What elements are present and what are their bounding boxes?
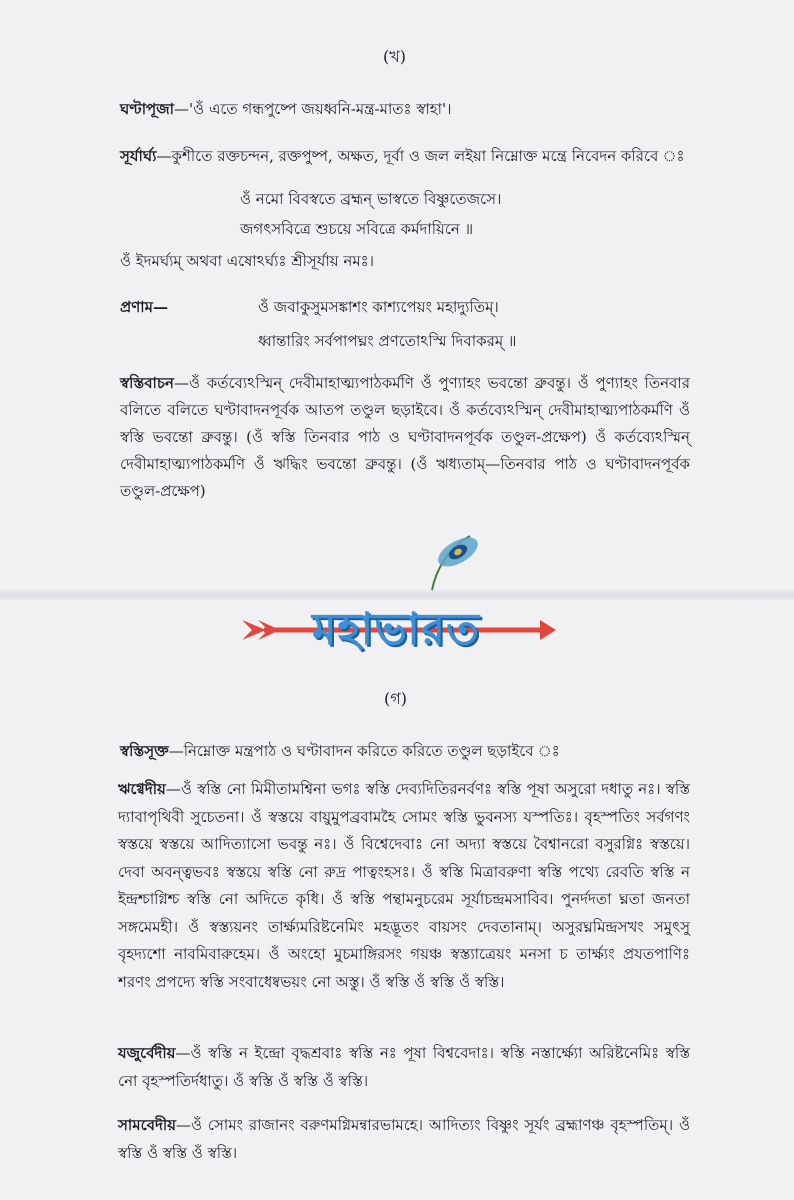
samavediya-text: —ওঁ সোমং রাজানং বরুণমগ্নিমন্বারভামহে। আদিত্যং বিষ্ণুং সূর্যং ব্রহ্মাণঞ্চ বৃহস্পতিম্। ওঁ স্বস্তি ওঁ স্বস্তি ওঁ স্বস্তি। [118, 1116, 690, 1162]
swastivachan-label: স্বস্তিবাচন [120, 374, 174, 392]
suryarghya-intro [120, 144, 690, 168]
page-number-kha: (খ) [383, 47, 406, 66]
suryarghya-text: —কুশীতে রক্তচন্দন, রক্তপুষ্প, অক্ষত, দূর্বা ও জল লইয়া নিম্নোক্ত মন্ত্রে নিবেদন করিবে ঃ [156, 147, 685, 165]
pranam-label: প্রণাম— [120, 298, 168, 316]
suryarghya-mantra-1: ওঁ নমো বিবস্বতে ব্রহ্মন্ ভাস্বতে বিষ্ণুতেজসে। [240, 190, 502, 208]
swastisukta-line [120, 740, 560, 765]
yajurvediya-label: যজুর্বেদীয় [118, 1044, 176, 1062]
swastisukta-label: স্বস্তিসূক্ত [120, 742, 169, 760]
pranam-line-2: ধ্বান্তারিং সর্বপাপঘ্নং প্রণতোঽস্মি দিবাকরম্ ॥ [258, 332, 517, 350]
yajurvediya-text: —ওঁ স্বস্তি ন ইন্দ্রো বৃদ্ধশ্রবাঃ স্বস্তি নঃ পূষা বিশ্ববেদাঃ। স্বস্তি নস্তার্ক্ষ্যো অরিষ্টনেমিঃ স্বস্তি নো বৃহস্পতির্দধাতু। ওঁ স্বস্তি ওঁ স্বস্তি ওঁ স্বস্তি। [118, 1044, 690, 1090]
samavediya-paragraph [118, 1112, 690, 1167]
suryarghya-idam: ওঁ ইদমর্ঘ্যম্ অথবা এষোঽর্ঘ্যঃ শ্রীসূর্যায় নমঃ। [120, 252, 375, 270]
rigvediya-label: ঋগ্বেদীয় [118, 780, 166, 798]
swastivachan-paragraph [120, 370, 690, 505]
rigvediya-text: —ওঁ স্বস্তি নো মিমীতামশ্বিনা ভগঃ স্বস্তি দেব্যদিতিরনর্বণঃ স্বস্তি পূষা অসুরো দধাতু নঃ। স্বস্তি দ্যাবাপৃথিবী সুচেতনা। ওঁ স্বস্তয়ে বায়ুমুপব্রবামহৈ সোমং স্বস্তি ভুবনস্য যস্পতিঃ। বৃহস্পতিং সর্বগণং স্বস্তয়ে স্বস্তয়ে আদিত্যাসো ভবন্তু নঃ। ওঁ বিশ্বেদেবাঃ নো অদ্যা স্বস্তয়ে বৈশ্বানরো বসুরগ্নিঃ স্বস্তয়ে। দেবা অবন্ত্বভবঃ স্বস্তয়ে স্বস্তি নো রুদ্র পাত্বংহসঃ। ওঁ স্বস্তি মিত্রাবরুণা স্বস্তি পথ্যে রেবতি স্বস্তি ন ইন্দ্রশ্চাগ্নিশ্চ স্বস্তি নো অদিতে কৃধি। ওঁ স্বস্তি পন্থামনুচরেম সূর্যাচন্দ্রমসাবিব। পুনর্দদতা ঘ্নতা জনতা সঙ্গমেমহী। ওঁ স্বস্ত্যয়নং তার্ক্ষ্যমরিষ্টনেমিং মহদ্ভূতং বায়সং দেবতানাম্। অসুরঘ্নমিন্দ্রসখং সমুৎসু বৃহদ্যশো নাবমিবারুহেম। ওঁ অংহো মুচমাঙ্গিরসং গয়ঞ্চ স্বস্ত্যাত্রেয়ং মনসা চ তার্ক্ষ্যং প্রযতপাণিঃ শরণং প্রপদ্যে স্বস্তি সংবাধেষ্বভয়ং নো অস্তু। ওঁ স্বস্তি ওঁ স্বস্তি ওঁ স্বস্তি। [118, 780, 690, 991]
yajurvediya-paragraph [118, 1040, 690, 1095]
suryarghya-mantra-2: জগৎসবিত্রে শুচয়ে সবিত্রে কর্মদায়িনে ॥ [240, 220, 474, 238]
ghanta-puja-line [120, 98, 452, 123]
ghanta-puja-label: ঘণ্টাপূজা [120, 100, 175, 118]
pranam-line-1: ওঁ জবাকুসুমসঙ্কাশং কাশ্যপেয়ং মহাদ্যুতিম্। [258, 298, 499, 316]
samavediya-label: সামবেদীয় [118, 1116, 176, 1134]
suryarghya-label: সূর্যার্ঘ্য [120, 147, 157, 165]
page-number-ga: (গ) [384, 689, 407, 708]
logo-text: মহাভারত [312, 604, 481, 655]
rigvediya-paragraph [118, 776, 690, 996]
swastisukta-text: —নিম্নোক্ত মন্ত্রপাঠ ও ঘণ্টাবাদন করিতে করিতে তণ্ডুল ছড়াইবে ঃ [168, 742, 560, 760]
peacock-feather-icon [432, 531, 483, 590]
swastivachan-text: —ওঁ কর্তব্যেঽস্মিন্ দেবীমাহাত্ম্যপাঠকর্মণি ওঁ পুণ্যাহং ভবন্তো ব্রুবন্তু। ওঁ পুণ্যাহং তিনবার বলিতে বলিতে ঘণ্টাবাদনপূর্বক আতপ তণ্ডুল ছড়াইবে। ওঁ কর্তব্যেঽস্মিন্ দেবীমাহাত্ম্যপাঠকর্মণি ওঁ স্বস্তি ভবন্তো ব্রুবন্তু। (ওঁ স্বস্তি তিনবার পাঠ ও ঘণ্টাবাদনপূর্বক তণ্ডুল-প্রক্ষেপ) ওঁ কর্তব্যেঽস্মিন্ দেবীমাহাত্ম্যপাঠকর্মণি ওঁ ঋদ্ধিং ভবন্তো ব্রুবন্তু। (ওঁ ঋধ্যতাম্—তিনবার পাঠ ও ঘণ্টাবাদনপূর্বক তণ্ডুল-প্রক্ষেপ) [120, 374, 690, 500]
ghanta-puja-text: —'ওঁ এতে গন্ধপুষ্পে জয়ধ্বনি-মন্ত্র-মাতঃ স্বাহা'। [174, 100, 452, 118]
